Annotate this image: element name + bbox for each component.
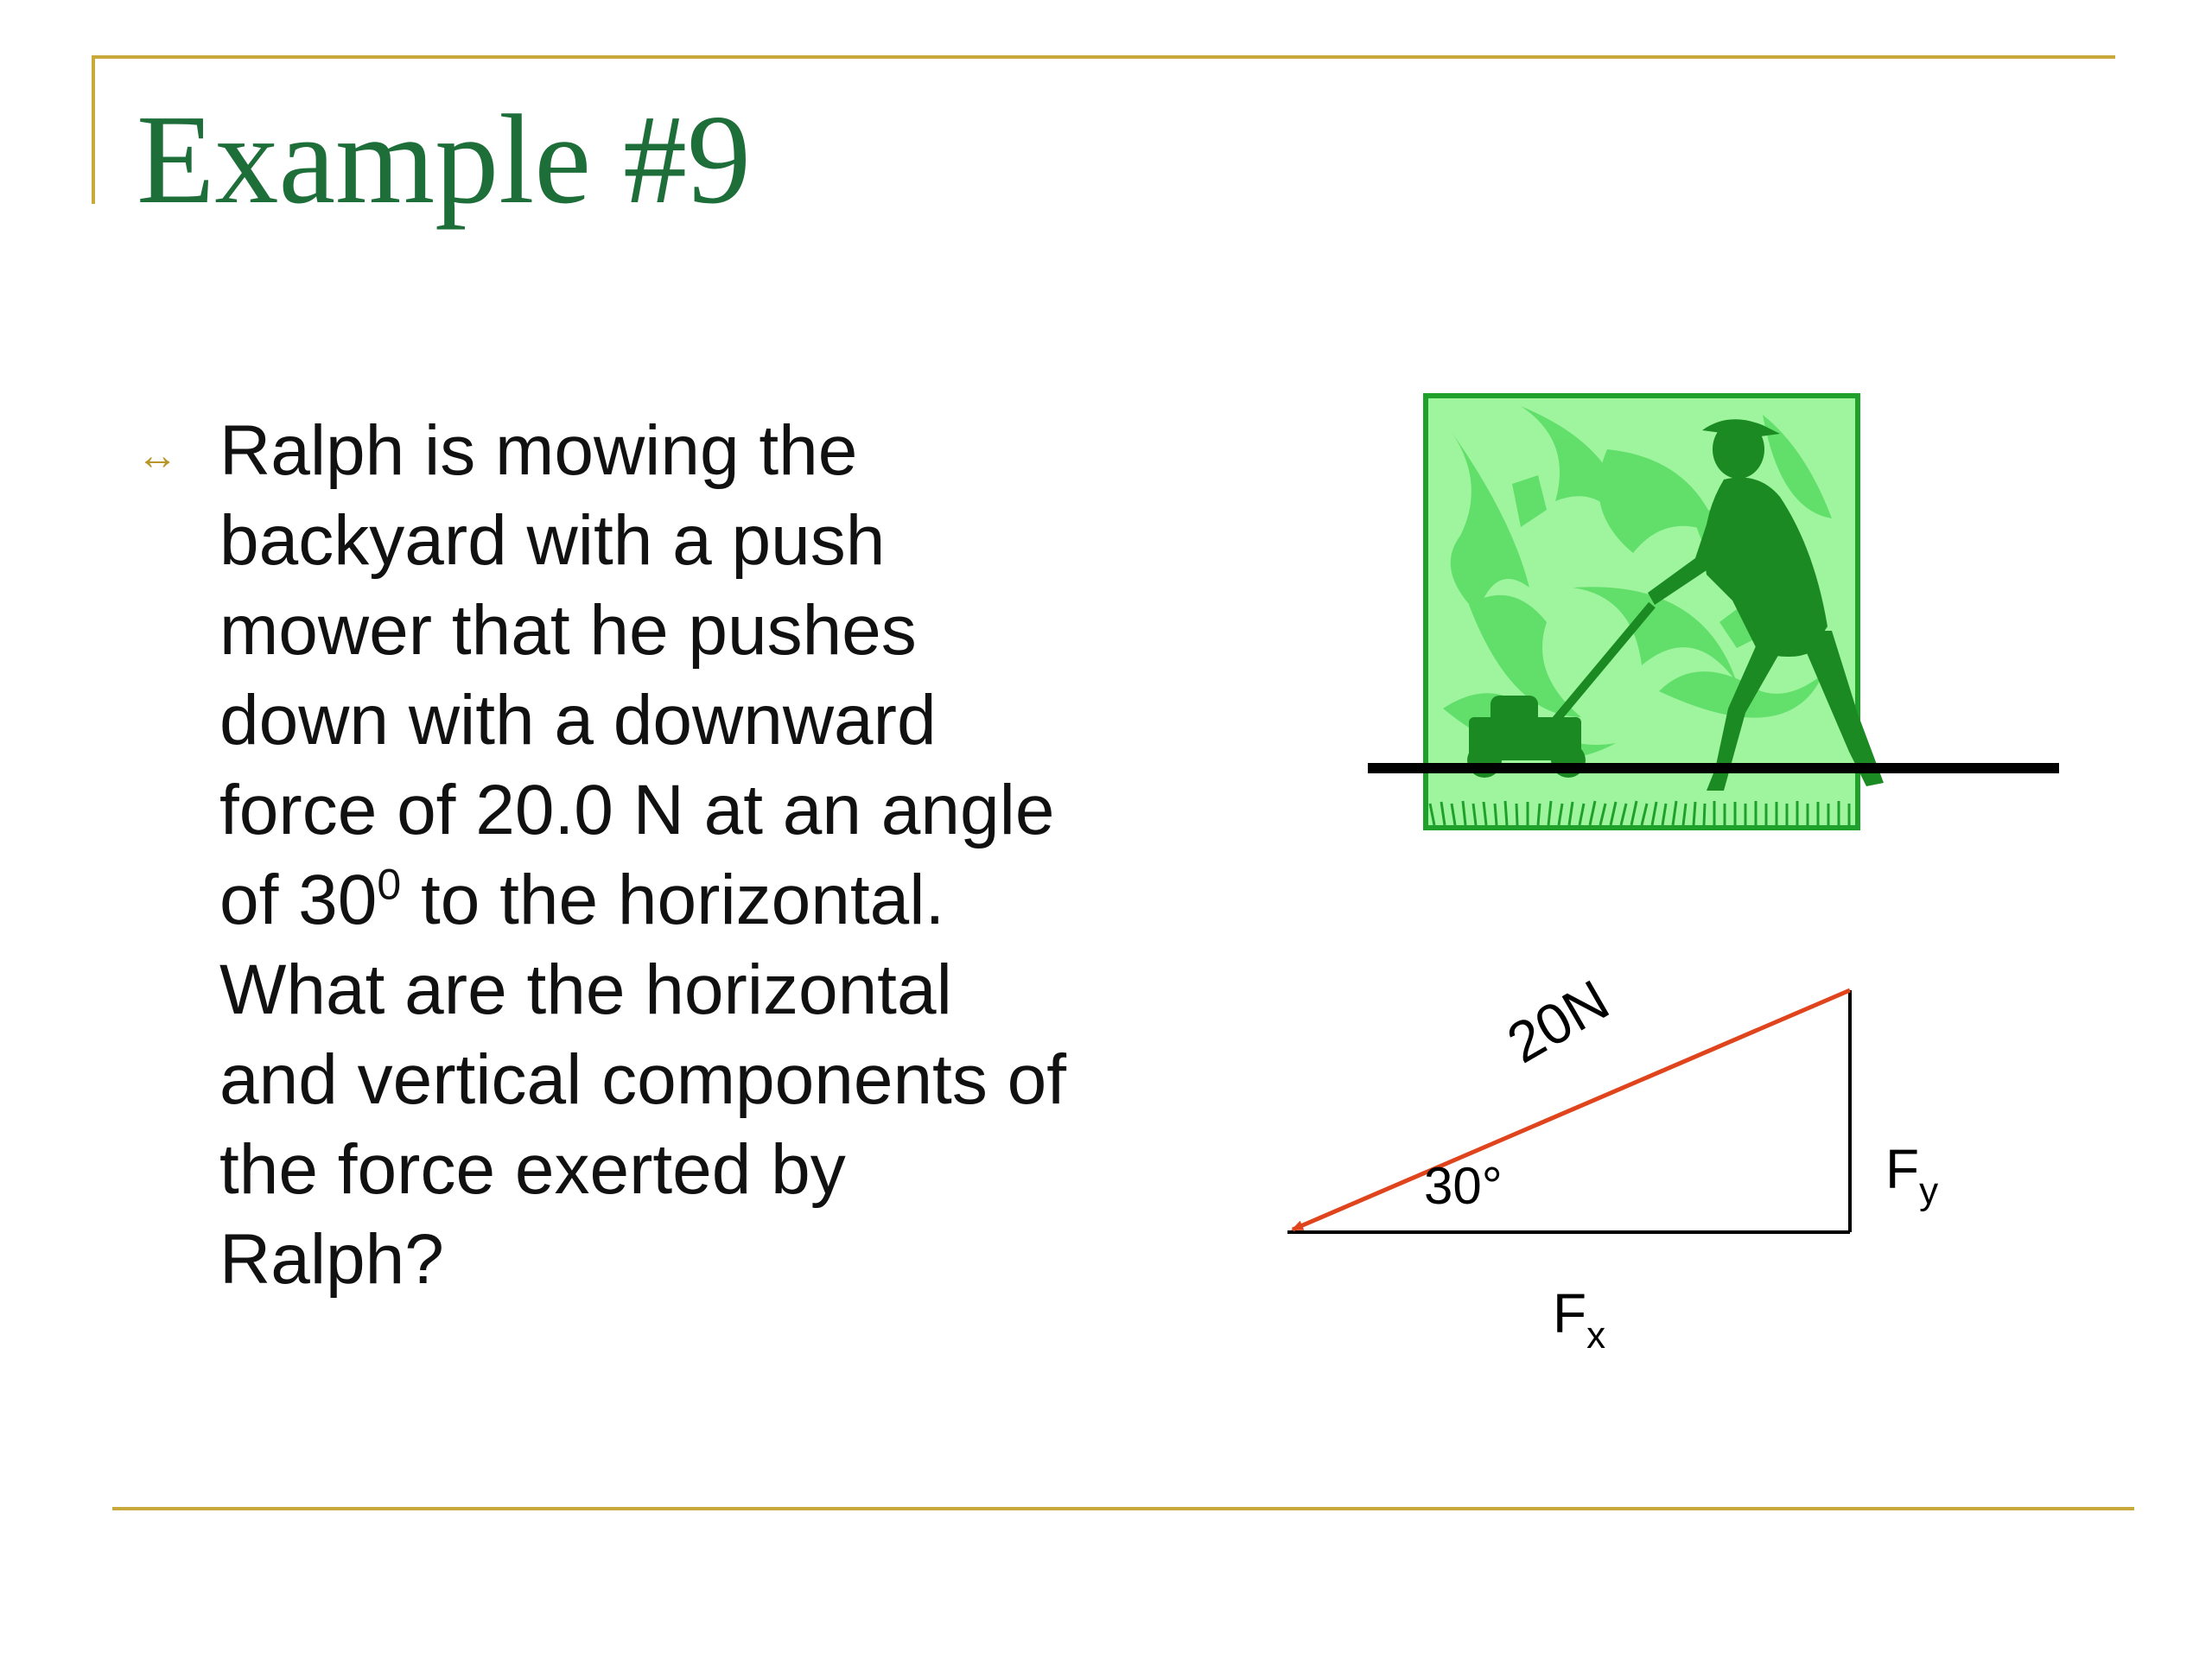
- force-label: 20N: [1497, 967, 1619, 1076]
- degree-superscript: 0: [377, 860, 402, 909]
- fy-label: [1885, 1138, 1938, 1212]
- fy-main: F: [1885, 1138, 1920, 1200]
- fx-subscript: x: [1586, 1314, 1606, 1357]
- fx-label: [1553, 1282, 1605, 1357]
- double-arrow-bullet-icon: ↔: [137, 433, 178, 479]
- question-text-part1: Ralph is mowing the backyard with a push mower that he pushes down with a downward force of 20.0 N at an angle of 30: [219, 411, 1055, 939]
- question-text-part2: to the horizontal. What are the horizontal and vertical components of the force exerted by Ralph?: [219, 861, 1066, 1299]
- angle-label: 30°: [1424, 1157, 1503, 1215]
- fy-subscript: y: [1919, 1170, 1939, 1212]
- fx-main: F: [1553, 1282, 1587, 1344]
- slide-title: Example #9: [137, 89, 752, 231]
